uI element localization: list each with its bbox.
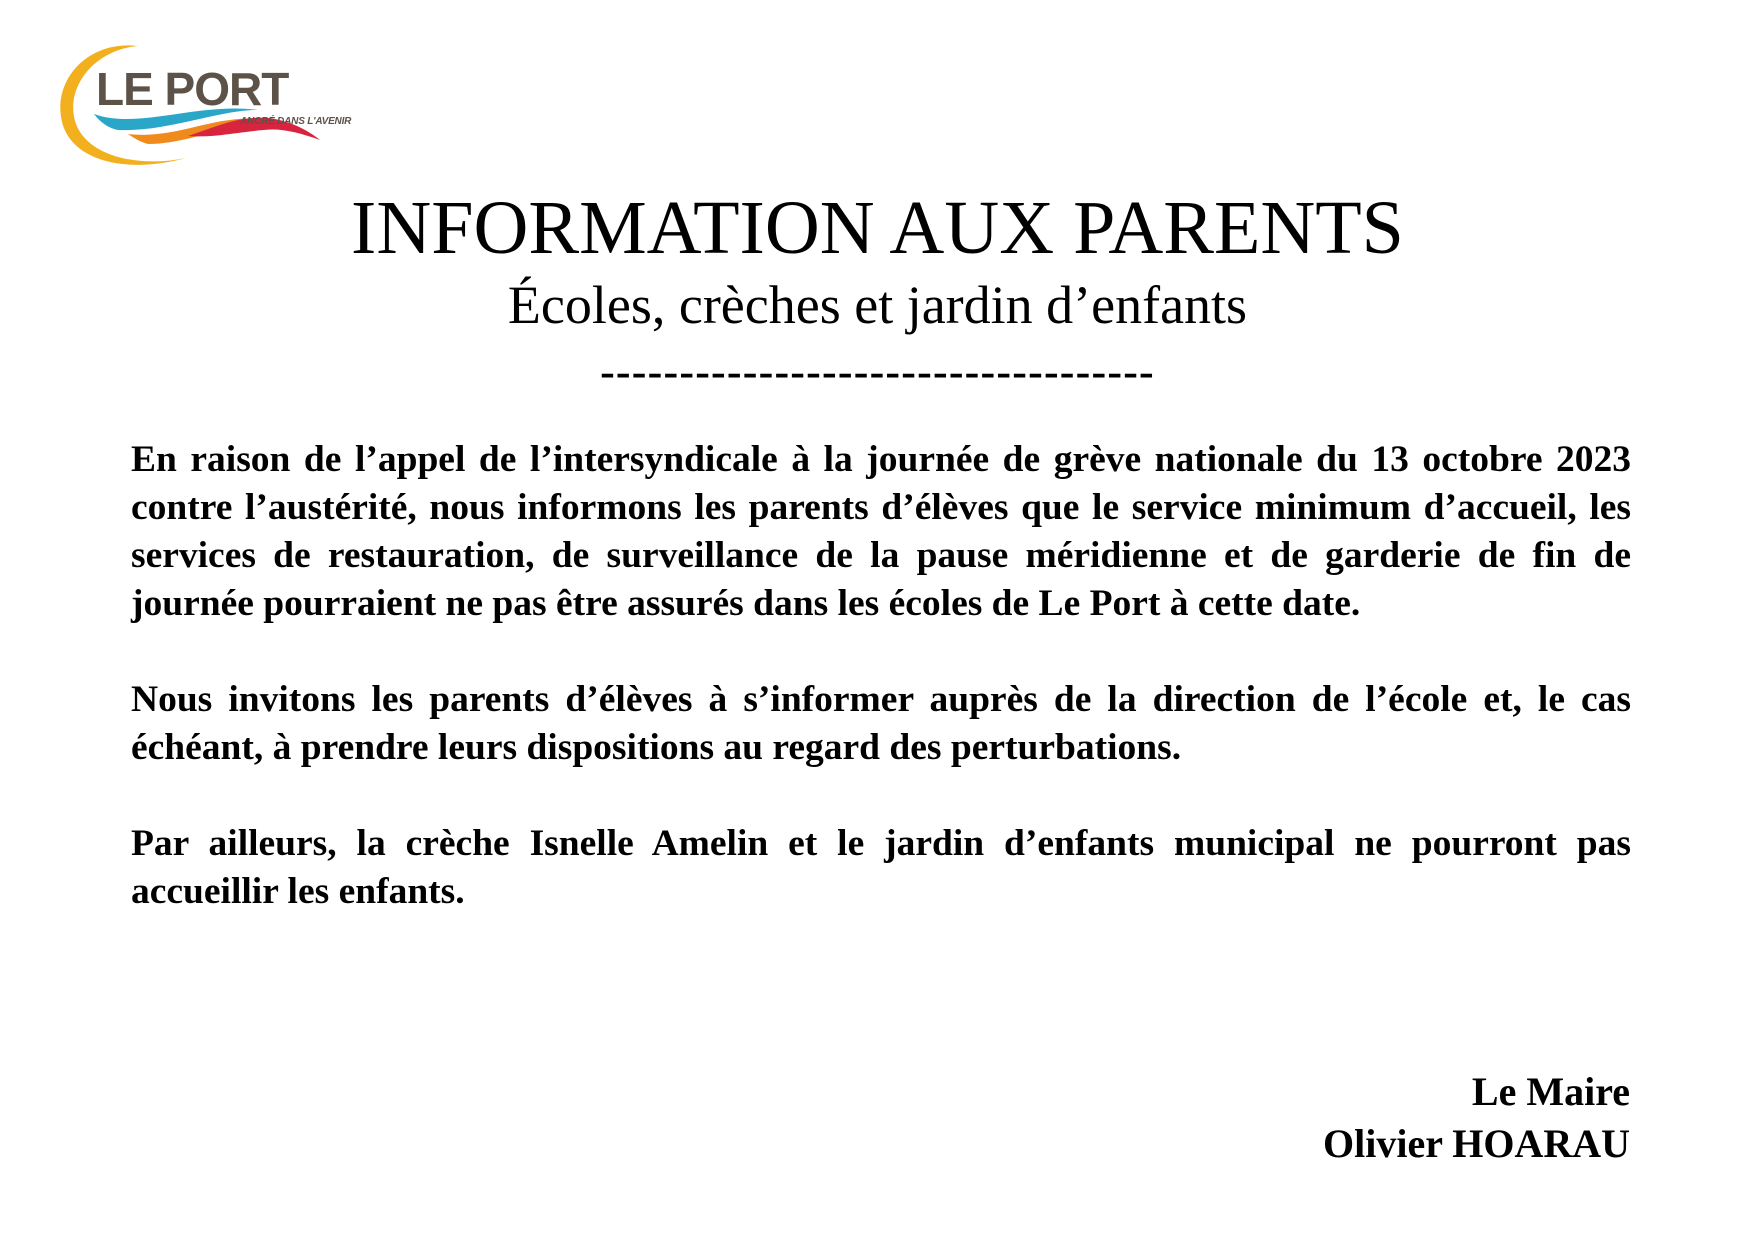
signature-name: Olivier HOARAU (1322, 1121, 1630, 1166)
notice-body (131, 436, 1631, 916)
dashed-separator: ----------------------------------- (600, 347, 1155, 396)
paragraph-strike-notice: En raison de l’appel de l’intersyndicale à la journée de grève nationale du 13 octobre 2023 contre l’austérité, nous informons les parents d’élèves que le service minimum d’accueil, les services de restauration, de surveillance de la pause méridienne et de garderie de fin de journée pourraient ne pas être assurés dans les écoles de Le Port à cette date. (131, 439, 1631, 624)
le-port-logo (58, 40, 368, 180)
paragraph-creche-closure: Par ailleurs, la crèche Isnelle Amelin et le jardin d’enfants municipal ne pourront pas accueillir les enfants. (131, 823, 1631, 912)
paragraph-invitation: Nous invitons les parents d’élèves à s’informer auprès de la direction de l’école et, le cas échéant, à prendre leurs dispositions au regard des perturbations. (131, 679, 1631, 768)
signature-role: Le Maire (1471, 1069, 1630, 1114)
logo-name: LE PORT (96, 63, 289, 115)
page-title: INFORMATION AUX PARENTS (351, 186, 1404, 270)
logo-tagline: ANCRÉ DANS L'AVENIR (240, 116, 352, 127)
signature-block (1323, 1066, 1630, 1170)
page-subtitle: Écoles, crèches et jardin d’enfants (507, 275, 1248, 335)
